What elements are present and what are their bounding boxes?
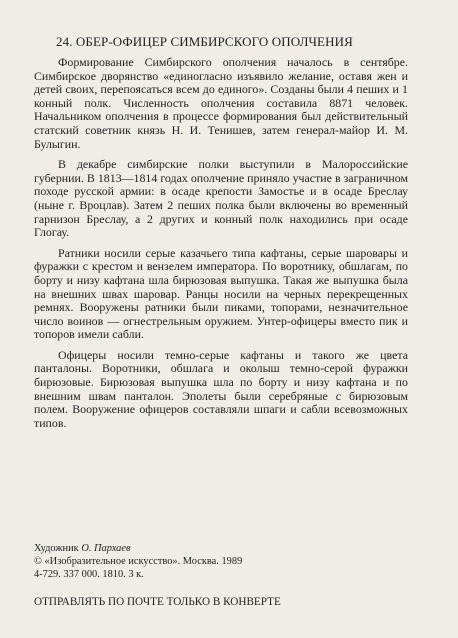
print-code: 4-729. 337 000. 1810. 3 к. — [34, 569, 144, 580]
artist-line — [34, 542, 414, 555]
artist-name: О. Пархаев — [81, 543, 131, 554]
paragraph-officers-uniform: Офицеры носили темно-серые кафтаны и такого же цвета панталоны. Воротники, обшлага и околыш темно-серой фуражки бирюзовые. Бирюзовая выпушка шла по борту и низу кафтана и по внешним швам панталон. Эполеты были серебряные с бирюзовым полем. Вооружение офицеров составляли шпаги и сабли всевозможных типов. — [34, 347, 408, 430]
credits — [34, 542, 414, 581]
paragraph-soldiers-uniform: Ратники носили серые казачьего типа кафтаны, серые шаровары и фуражки с крестом и вензелем императора. По воротнику, обшлагам, по борту и низу кафтана шла бирюзовая выпушка. Такая же выпушка была на внешних швах шаровар. Ранцы носили на черных перекрещенных ремнях. Вооружены ратники были пиками, топорами, незначительное число воинов — огнестрельным оружием. Унтер-офицеры вместо пик и топоров имели сабли. — [34, 245, 408, 342]
copyright-line: © «Изобразительное искусство». Москва. 1989 — [34, 556, 243, 567]
mail-notice: ОТПРАВЛЯТЬ ПО ПОЧТЕ ТОЛЬКО В КОНВЕРТЕ — [34, 596, 281, 608]
paragraph-formation: Формирование Симбирского ополчения началось в сентябре. Симбирское дворянство «единогласно изъявило желание, оставя жен и детей своих, перепоясаться всем до единого». Созданы были 4 пеших и 1 конный полк. Численность ополчения составила 8871 человек. Начальником ополчения в процессе формирования был действительный статский советник князь Н. И. Тенишев, затем генерал-майор И. М. Булыгин. — [34, 55, 408, 151]
artist-label: Художник — [34, 543, 79, 554]
page-title: 24. ОБЕР-ОФИЦЕР СИМБИРСКОГО ОПОЛЧЕНИЯ — [56, 34, 353, 49]
description-text — [34, 56, 408, 437]
paragraph-campaign: В декабре симбирские полки выступили в Малороссийские губернии. В 1813—1814 годах ополчение приняло участие в заграничном походе русской армии: в осаде крепости Замостье и в осаде Бреслау (ныне г. Вроцлав). Затем 2 пеших полка были включены во временный гарнизон Бреслау, а 2 других и конный полк находились при осаде Глогау. — [34, 157, 408, 240]
